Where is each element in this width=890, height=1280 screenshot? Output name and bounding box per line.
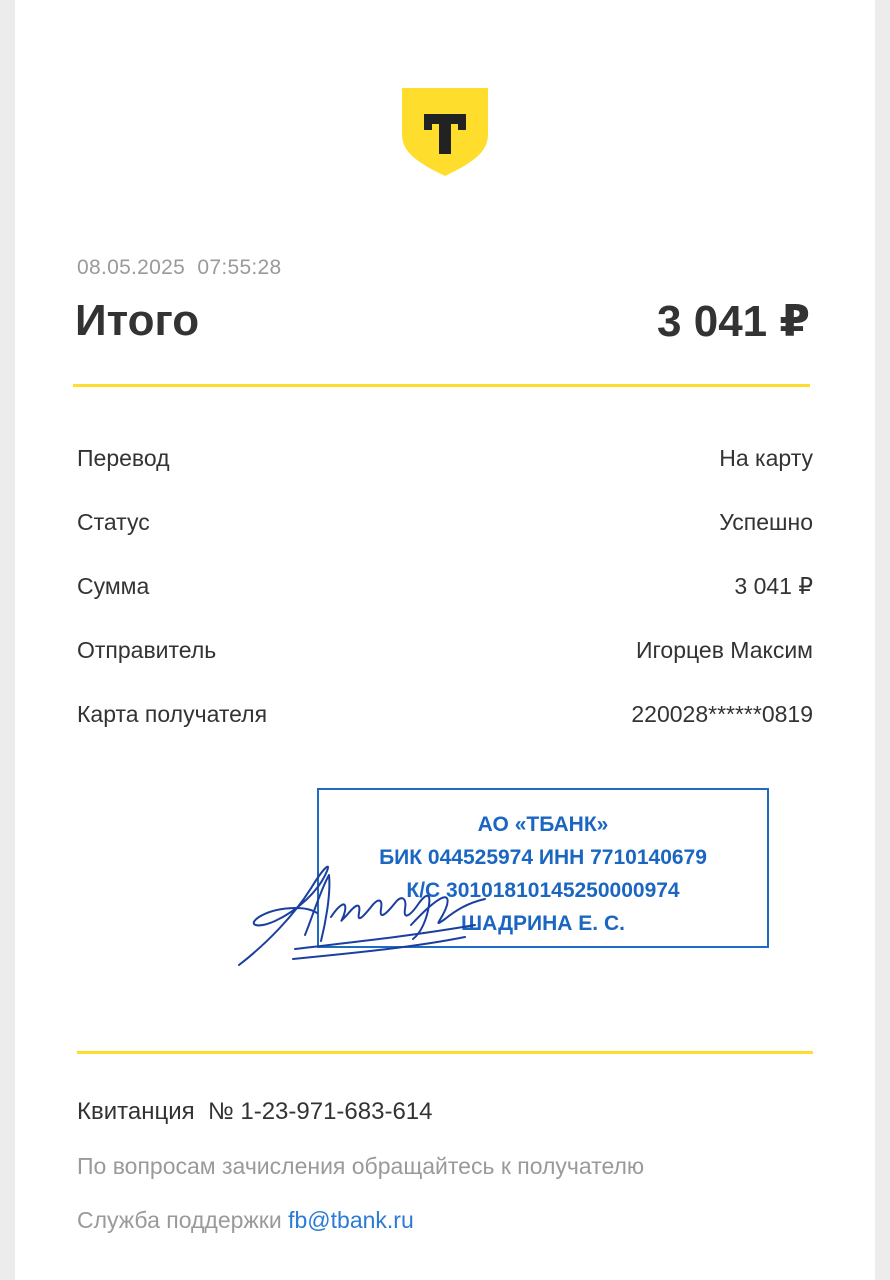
support-email-link[interactable]: fb@tbank.ru (288, 1207, 414, 1233)
detail-value: Успешно (719, 508, 813, 535)
tbank-logo-icon (400, 86, 490, 178)
detail-value: Игорцев Максим (635, 636, 813, 663)
detail-row-transfer (77, 426, 813, 490)
details-list (77, 426, 813, 746)
stamp-bik-inn: БИК 044525974 ИНН 7710140679 (379, 846, 707, 869)
signature-icon (235, 855, 515, 975)
support-label: Служба поддержки (77, 1207, 289, 1233)
detail-label: Карта получателя (77, 700, 268, 727)
detail-value: 3 041 ₽ (734, 572, 813, 599)
crediting-note: По вопросам зачисления обращайтесь к получателю (77, 1153, 645, 1179)
detail-row-amount (77, 554, 813, 618)
detail-row-status (77, 490, 813, 554)
stamp-signatory: ШАДРИНА Е. С. (461, 912, 625, 935)
divider (77, 1051, 813, 1054)
detail-label: Сумма (77, 572, 150, 599)
stamp-correspondent-account: К/С 30101810145250000974 (406, 879, 680, 902)
support-line (77, 1207, 414, 1234)
transaction-datetime: 08.05.2025 07:55:28 (77, 256, 282, 279)
detail-value: 220028******0819 (631, 700, 813, 727)
total-label: Итого (75, 296, 200, 345)
detail-value: На карту (719, 444, 813, 471)
detail-label: Перевод (77, 444, 170, 471)
divider (73, 384, 810, 387)
receipt-number: Квитанция № 1-23-971-683-614 (77, 1098, 433, 1125)
detail-row-recipient-card (77, 682, 813, 746)
receipt (15, 0, 875, 1280)
detail-label: Статус (77, 508, 150, 535)
detail-row-sender (77, 618, 813, 682)
detail-label: Отправитель (77, 636, 217, 663)
stamp-bank-name: АО «ТБАНК» (477, 813, 609, 836)
stamp-and-signature (235, 785, 775, 975)
total-amount: 3 041 ₽ (657, 297, 810, 346)
